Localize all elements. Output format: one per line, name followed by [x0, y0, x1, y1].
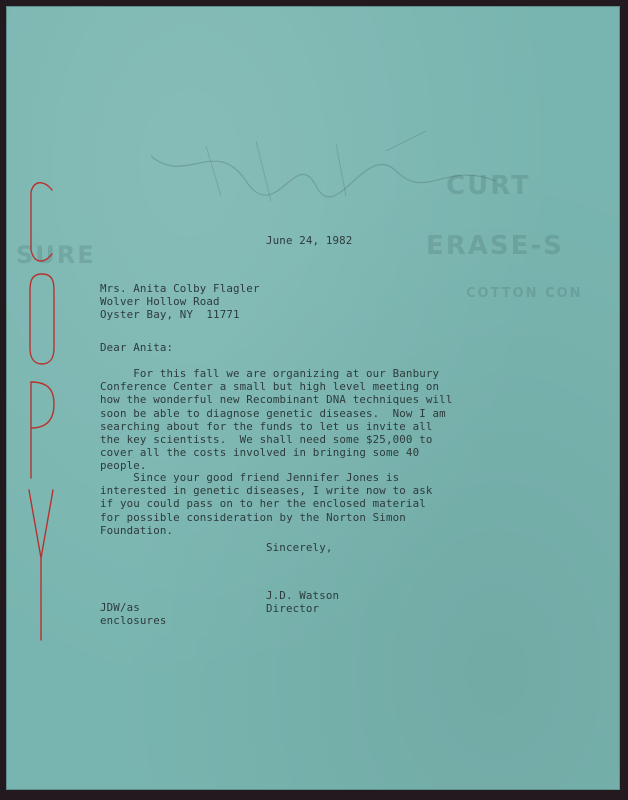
reference-initials: JDW/as	[100, 601, 140, 614]
paragraph-line: the key scientists. We shall need some $25,000 to	[100, 433, 433, 447]
paragraph-line: searching about for the funds to let us invite all	[100, 419, 433, 433]
paragraph-line: soon be able to diagnose genetic diseases. Now I am	[100, 406, 446, 420]
paragraph-line: interested in genetic diseases, I write now to ask	[100, 484, 433, 498]
paragraph-line: for possible consideration by the Norton Simon	[100, 510, 406, 524]
body-paragraph-2	[100, 471, 433, 537]
letter-page	[6, 6, 620, 790]
signature-block	[266, 589, 339, 615]
bleed-through-text: SURE	[16, 241, 96, 269]
closing: Sincerely,	[266, 541, 333, 554]
paragraph-line: cover all the costs involved in bringing some 40	[100, 446, 420, 460]
bleed-through-text: ERASE-S	[426, 231, 564, 261]
paragraph-line: people.	[100, 459, 147, 473]
reference-block	[100, 601, 167, 627]
bleed-through-text: CURT	[446, 171, 531, 201]
recipient-address	[100, 282, 260, 322]
letter-date: June 24, 1982	[266, 234, 353, 247]
bleed-through-text: COTTON CON	[466, 286, 583, 301]
paragraph-line: For this fall we are organizing at our Banbury	[100, 367, 440, 380]
paragraph-line: Conference Center a small but high level meeting on	[100, 380, 440, 394]
paragraph-line: Foundation.	[100, 523, 174, 537]
copy-stamp	[26, 178, 56, 648]
signer-title: Director	[266, 602, 320, 616]
salutation: Dear Anita:	[100, 341, 174, 354]
paragraph-line: if you could pass on to her the enclosed material	[100, 497, 426, 511]
body-paragraph-1	[100, 367, 452, 473]
enclosures-note: enclosures	[100, 614, 167, 628]
recipient-street: Wolver Hollow Road	[100, 295, 220, 309]
signer-name: J.D. Watson	[266, 589, 340, 602]
paragraph-line: how the wonderful new Recombinant DNA techniques will	[100, 393, 453, 407]
recipient-name: Mrs. Anita Colby Flagler	[100, 282, 260, 295]
recipient-city: Oyster Bay, NY 11771	[100, 308, 240, 322]
bleed-through-scribble	[146, 126, 506, 216]
paragraph-line: Since your good friend Jennifer Jones is	[100, 471, 400, 484]
